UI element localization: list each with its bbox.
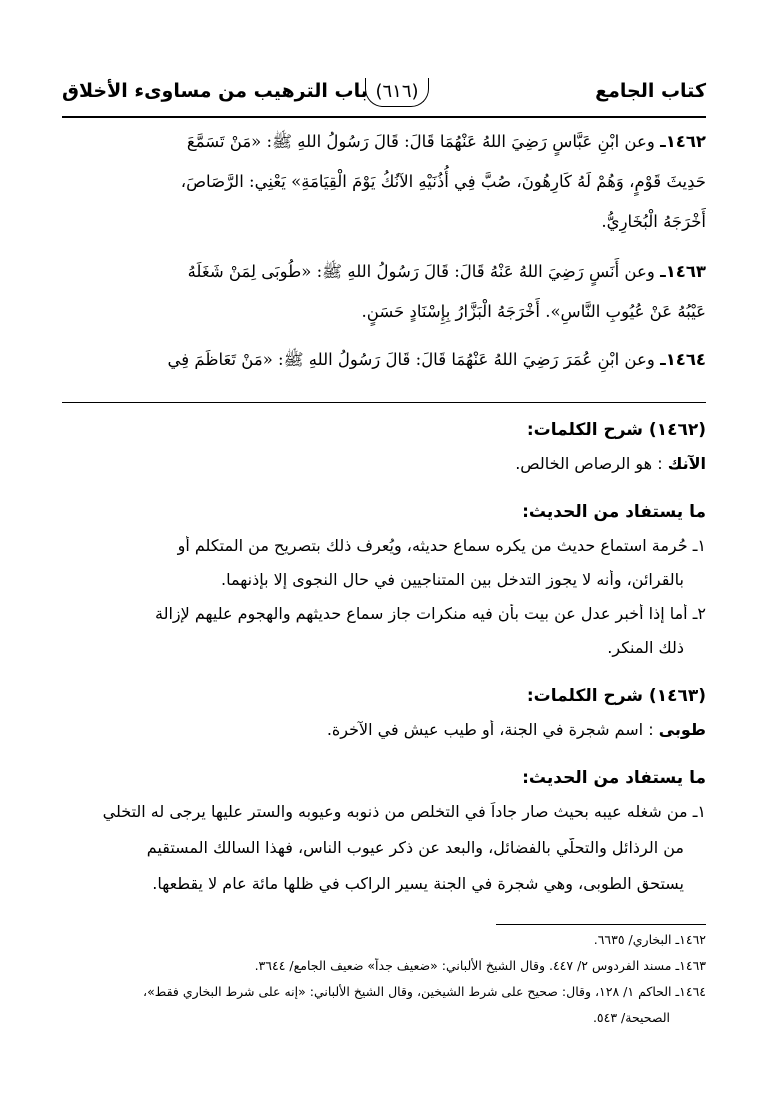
section-divider [62,402,706,403]
hadith-1462-line-1 [62,122,706,162]
chapter-title: باب الترهيب من مساوىء الأخلاق [62,80,368,102]
hadith-line: وعن أَنَسٍ رَضِيَ اللهُ عَنْهُ قَالَ: قَالَ رَسُولُ اللهِ ﷺ: «طُوبَى لِمَنْ شَغَلَهُ [187,262,655,281]
footnote-1464-line-1: ١٤٦٤ـ الحاكم ١/ ١٢٨، وقال: صحيح على شرط الشيخين، وقال الشيخ الألباني: «إنه على شرط البخاري فقط»، [143,984,706,999]
hadith-1463-line-1 [62,252,706,292]
hadith-number: ١٤٦٣ـ [660,262,706,281]
s1-word-entry [62,454,706,473]
page [62,78,706,1025]
footnote-1463: ١٤٦٣ـ مسند الفردوس ٢/ ٤٤٧. وقال الشيخ الألباني: «ضعيف جداً» ضعيف الجامع/ ٣٦٤٤. [254,958,706,973]
s1-word-term: الآنك [667,454,706,473]
hadith-1462-line-3: أَخْرَجَهُ الْبُخَارِيُّ. [601,212,706,231]
hadith-number: ١٤٦٢ـ [660,132,706,151]
s2-word-entry [62,720,706,739]
running-header [62,78,706,118]
s2-benefit-1-line-2: من الرذائل والتحلّي بالفضائل، والبعد عن ذكر عيوب الناس، فهذا السالك المستقيم [146,838,684,857]
hadith-1462-line-2: حَدِيثَ قَوْمٍ، وَهُمْ لَهُ كَارِهُونَ، صُبَّ فِي أُذُنَيْهِ الآنُكُ يَوْمَ الْقِيَامَةِ» يَعْنِي: الرَّصَاصَ، [180,172,706,191]
footnote-1464-line-2: الصحيحة/ ٥٤٣. [592,1010,670,1025]
s1-heading: (١٤٦٢) شرح الكلمات: [526,420,706,440]
s1-word-def: : هو الرصاص الخالص. [515,454,663,473]
hadith-number: ١٤٦٤ـ [660,350,706,369]
s2-heading: (١٤٦٣) شرح الكلمات: [526,686,706,706]
hadith-1463-line-2: عَيْبُهُ عَنْ عُيُوبِ النَّاسِ». أَخْرَجَهُ الْبَزَّارُ بِإِسْنَادٍ حَسَنٍ. [361,302,706,321]
s1-benefit-1-line-2: بالقرائن، وأنه لا يجوز التدخل بين المتناجيين في حال النجوى إلا بإذنهما. [221,570,684,589]
footnote-1462: ١٤٦٢ـ البخاري/ ٦٦٣٥. [593,932,706,947]
s1-benefit-2-line-1: ٢ـ أما إذا أخبر عدل عن بيت بأن فيه منكرات جاز سماع حديثهم والهجوم عليهم لإزالة [155,604,706,623]
footnote-divider [496,924,706,925]
s1-benefits-heading: ما يستفاد من الحديث: [522,502,706,522]
s2-benefit-1-line-3: يستحق الطوبى، وهي شجرة في الجنة يسير الراكب في ظلها مائة عام لا يقطعها. [152,874,684,893]
s1-benefit-2-line-2: ذلك المنكر. [607,638,684,657]
hadith-line: وعن ابْنِ عَبَّاسٍ رَضِيَ اللهُ عَنْهُمَا قَالَ: قَالَ رَسُولُ اللهِ ﷺ: «مَنْ تَسَمَّعَ [186,132,655,151]
s2-word-term: طوبى [658,720,706,739]
book-title: كتاب الجامع [595,80,706,102]
page-number: (٦١٦) [365,78,429,107]
s1-benefit-1-line-1: ١ـ حُرمة استماع حديث من يكره سماع حديثه، ويُعرف ذلك بتصريح من المتكلم أو [177,536,706,555]
hadith-1464-line-1 [62,340,706,380]
s2-word-def: : اسم شجرة في الجنة، أو طيب عيش في الآخرة. [326,720,654,739]
s2-benefits-heading: ما يستفاد من الحديث: [522,768,706,788]
hadith-line: وعن ابْنِ عُمَرَ رَضِيَ اللهُ عَنْهُمَا قَالَ: قَالَ رَسُولُ اللهِ ﷺ: «مَنْ تَعَاظَمَ فِي [167,350,655,369]
s2-benefit-1-line-1: ١ـ من شغله عيبه بحيث صار جاداً في التخلص من ذنوبه وعيوبه والستر عليها يرجى له التخلي [102,802,706,821]
